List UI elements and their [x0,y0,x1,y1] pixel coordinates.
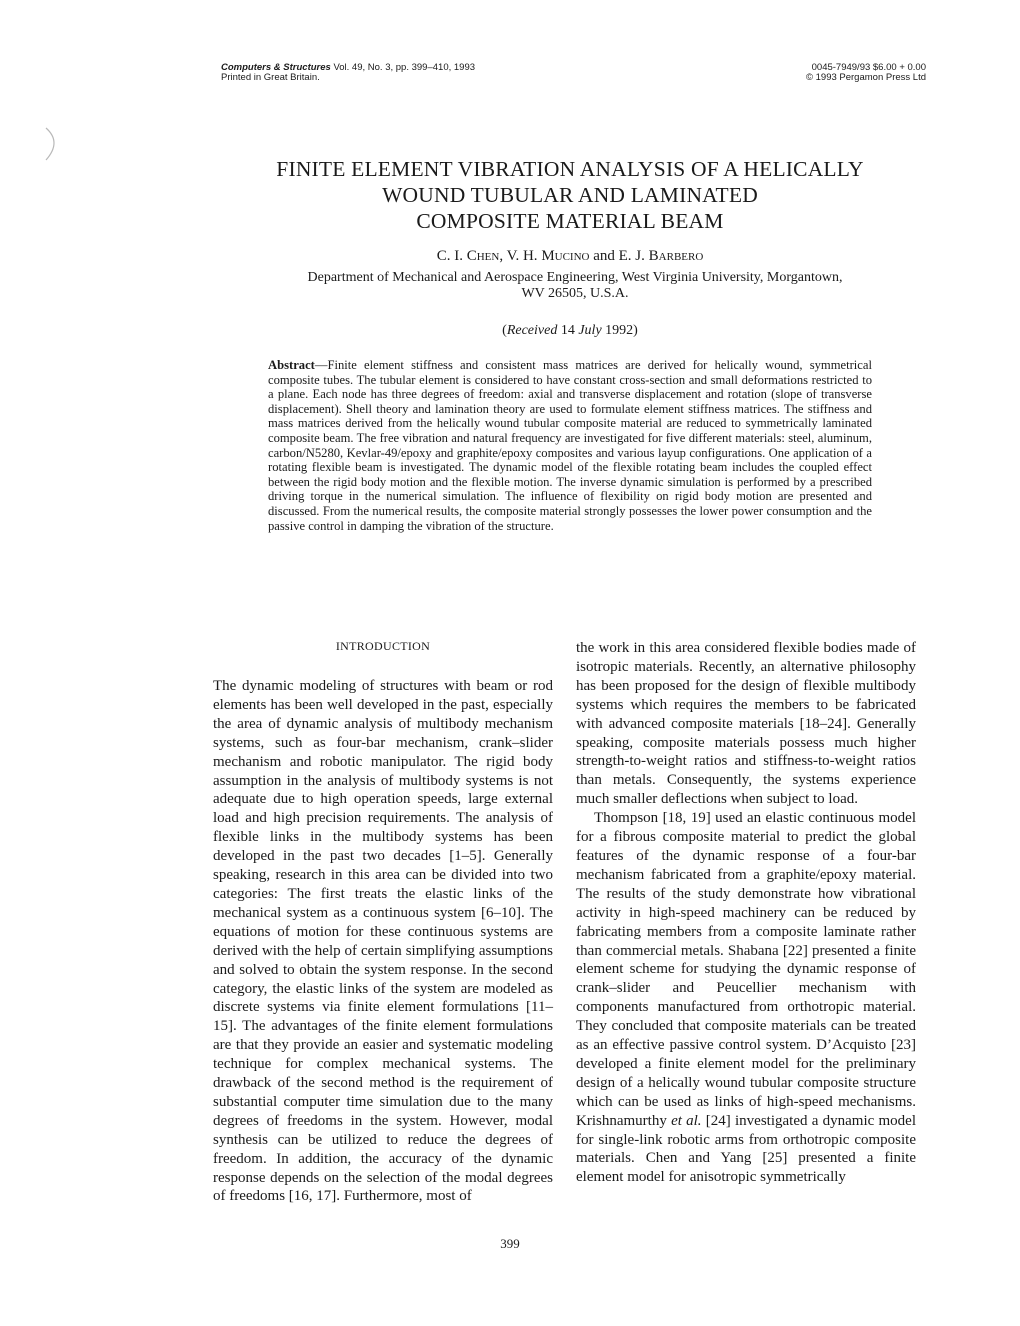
paragraph-text-italic: et al. [671,1112,702,1129]
author-surname: Chen [466,248,500,264]
margin-bracket-mark [28,124,68,164]
author-list [200,248,940,265]
publisher-header [806,63,926,83]
title-line: WOUND TUBULAR AND LAMINATED [382,183,758,207]
copyright-notice: © 1993 Pergamon Press Ltd [805,72,926,83]
paragraph-text: Thompson [18, 19] used an elastic continuous model for a fibrous composite material to predict the global features of the dynamic response of a four-bar mechanism fabricated from a graphite/epoxy material. The results of the study demonstrate how vibrational activity in high-speed machinery can be reduced by fabricating members from a composite laminate rather than commercial metals. Shabana [22] presented a finite element scheme for studying the dynamic response of crank–slider and Peucellier mechanism with components manufactured from orthotropic material. They concluded that composite materials can be treated as an effective passive control system. D’Acquisto [23] developed a finite element model for the preliminary design of a helically wound tubular composite structure which can be used as links of high-speed mechanisms. Krishnamurthy [576,810,916,1129]
page-number: 399 [500,1236,520,1251]
received-paren: ( [502,323,507,338]
journal-name: Computers & Structures [221,62,331,73]
abstract-label: Abstract [268,358,315,372]
affiliation [280,270,870,302]
right-column [576,639,916,1187]
paragraph-text: [24] investigated a dynamic model for single-link robotic arms from orthotropic composite materials. Chen and Yang [25] presented a finite element model for anisotropic symmetrically [576,1112,916,1186]
affiliation-line: WV 26505, U.S.A. [521,286,629,301]
printed-in: Printed in Great Britain. [221,72,320,83]
author-surname: Barbero [648,248,704,264]
author-initials: and E. J. [589,248,649,264]
affiliation-line: Department of Mechanical and Aerospace Engineering, West Virginia University, Morgantown, [307,270,843,285]
author-initials: C. I. [436,248,467,264]
title-line: FINITE ELEMENT VIBRATION ANALYSIS OF A HELICALLY [276,157,864,181]
received-word: Received [506,323,558,338]
left-column [213,639,553,1206]
journal-citation: Vol. 49, No. 3, pp. 399–410, 1993 [330,62,476,73]
abstract [268,358,872,533]
received-date [200,323,940,339]
title-line: COMPOSITE MATERIAL BEAM [416,209,724,233]
received-day: 14 [557,323,579,338]
received-year: 1992) [601,323,638,338]
paper-title [200,156,940,234]
issn-price: 0045-7949/93 $6.00 + 0.00 [811,62,926,73]
paragraph [576,809,916,1187]
paragraph: The dynamic modeling of structures with beam or rod elements has been well developed in the past, especially the area of dynamic analysis of multibody mechanism systems, such as four-bar mechanism, crank–slider mechanism and robotic manipulator. The rigid body assumption in the analysis of multibody systems is not adequate due to high operation speeds, large external load and high precision requirements. The analysis of flexible links in the multibody systems has been developed in the past two decades [1–5]. Generally speaking, research in this area can be divided into two categories: The first treats the elastic links of the mechanical system as a continuous system [6–10]. The equations of motion for these continuous systems are derived with the help of certain simplifying assumptions and solved to obtain the system response. In the second category, the elastic links of the system are modeled as discrete systems via finite element formulations [11–15]. The advantages of the finite element formulations are that they provide an easier and systematic modeling technique for complex mechanical systems. The drawback of the second method is the requirement of substantial computer time simulation due to the many degrees of freedoms in the system. However, modal synthesis can be utilized to reduce the degrees of freedom. In addition, the accuracy of the dynamic response depends on the selection of the modal degrees of freedoms [16, 17]. Furthermore, most of [213,678,553,1205]
author-initials: , V. H. [499,248,542,264]
abstract-text: —Finite element stiffness and consistent mass matrices are derived for helically wound, symmetrical composite tubes. The tubular element is considered to have constant cross-section and small deformations restricted to a plane. Each node has three degrees of freedom: axial and transverse displacement and rotation (slope of transverse displacement). Shell theory and lamination theory are used to formulate element stiffness matrices. The stiffness and mass matrices derived from the helically wound tubular composite material are reduced to symmetrically laminated composite beam. The free vibration and natural frequency are investigated for five different materials: steel, aluminum, carbon/N5280, Kevlar-49/epoxy and graphite/epoxy composites and various layup configurations. One application of a rotating flexible beam is investigated. The dynamic model of the flexible rotating beam includes the coupled effect between the rigid body motion and the flexible motion. The inverse dynamic simulation is performed by a prescribed driving torque in the numerical simulation. The influence of flexibility on rigid body motion are presented and discussed. From the numerical results, the composite material strongly possesses the lower power consumption and the passive control in damping the vibration of the structure. [268,358,872,533]
journal-header [221,63,475,83]
paragraph: the work in this area considered flexible bodies made of isotropic materials. Recently, an alternative philosophy has been proposed for the design of flexible multibody systems which requires the members to be fabricated with advanced composite materials [18–24]. Generally speaking, composite materials possess much higher strength-to-weight ratios and stiffness-to-weight ratios than metals. Consequently, the systems experience much smaller deflections when subject to load. [576,640,916,808]
received-month: July [578,323,602,338]
section-heading: INTRODUCTION [335,639,431,653]
author-surname: Mucino [541,248,590,264]
